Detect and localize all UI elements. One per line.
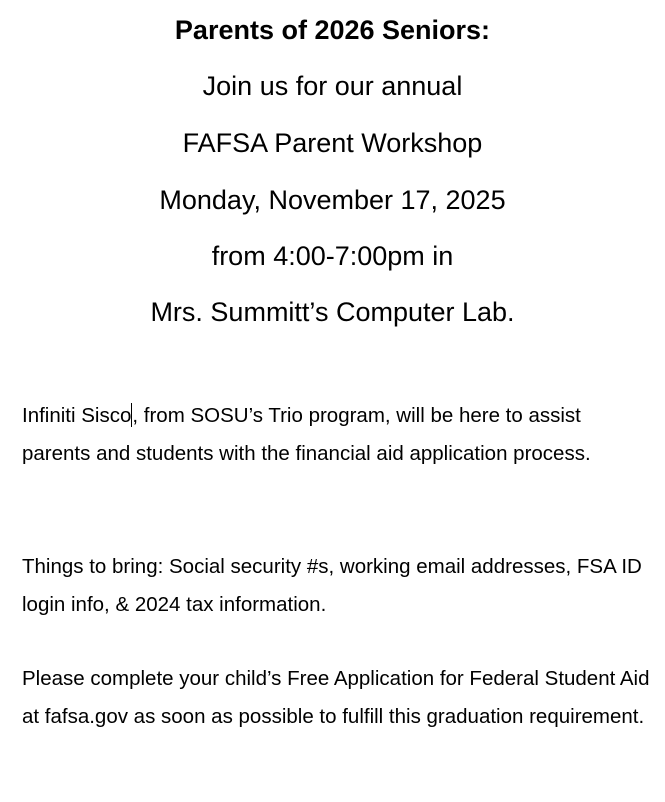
paragraph-fafsa-request[interactable]: Please complete your child’s Free Application for Federal Student Aid at fafsa.gov as soon as possible to fulfill this graduation requirement.	[22, 667, 650, 728]
heading-line: Join us for our annual	[202, 71, 463, 101]
event-location: Mrs. Summitt’s Computer Lab.	[150, 297, 515, 327]
paragraph-presenter[interactable]	[22, 397, 652, 472]
event-date: Monday, November 17, 2025	[159, 185, 506, 215]
event-time: from 4:00-7:00pm in	[211, 241, 454, 271]
presenter-name: Infiniti Sisco	[22, 404, 132, 427]
flyer-title: Parents of 2026 Seniors:	[174, 15, 491, 45]
heading-line: FAFSA Parent Workshop	[182, 128, 483, 158]
presenter-text: , from SOSU’s Trio program, will be here to assist parents and students with the financial aid application process.	[22, 404, 591, 465]
paragraph-things-to-bring[interactable]: Things to bring: Social security #s, working email addresses, FSA ID login info, & 2024 tax information.	[22, 555, 642, 616]
